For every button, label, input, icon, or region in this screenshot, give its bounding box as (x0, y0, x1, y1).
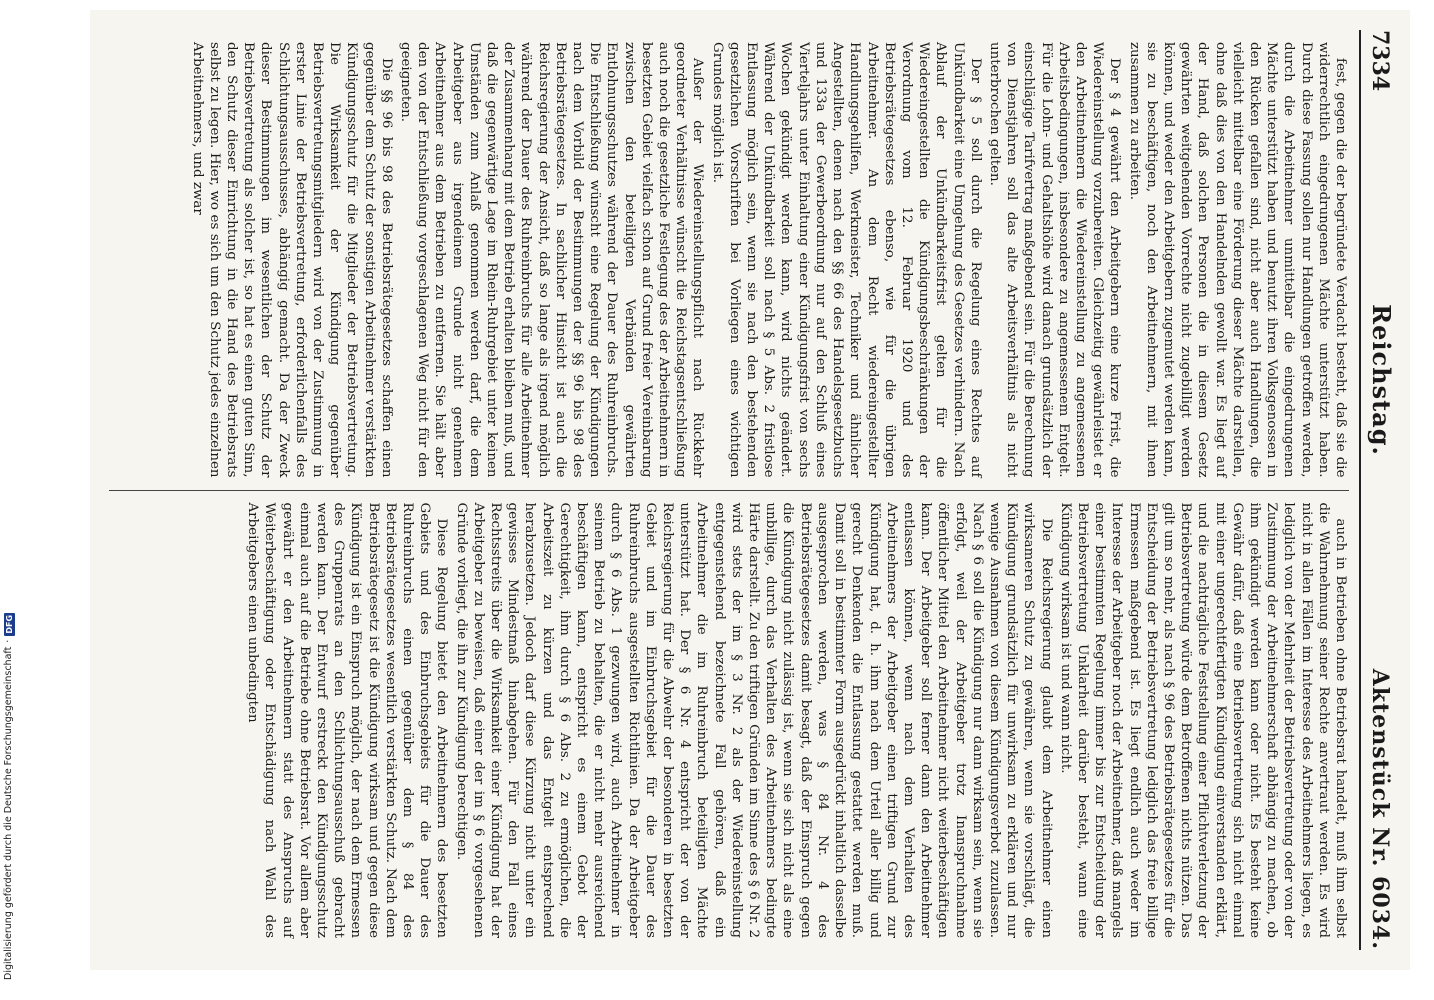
page-content (90, 10, 1410, 970)
paragraph: Der § 5 soll durch die Regelung eines Rechtes auf Unkündbarkeit eine Umgehung des Gesetzes verhindern. Nach Ablauf der Unkündbarkeitsfrist gelten für die Wiedereingestellten die Kündigungsbeschränkungen der Verordnung vom 12. Februar 1920 und des Betriebsrätegesetzes ebenso, wie für die übrigen Arbeitnehmer. An dem Recht wiedereingestellter Handlungsgehilfen, Werkmeister, Techniker und ähnlicher Angestellten, denen nach den §§ 66 des Handelsgesetzbuchs und 133a der Gewerbeordnung nur auf den Schluß eines Vierteljahrs unter Einhaltung einer Kündigungsfrist von sechs Wochen gekündigt werden kann, wird nichts geändert. Während der Unkündbarkeit soll nach § 5 Abs. 2 fristlose Entlassung möglich sein, wenn sie nach den bestehenden gesetzlichen Vorschriften bei Vorliegen eines wichtigen Grundes möglich ist. (709, 42, 983, 478)
page-title: Reichstag. (1367, 304, 1396, 456)
credit-text: Digitalisierung gefördert durch die Deutsche Forschungsgemeinschaft (3, 646, 14, 980)
dfg-logo: DFG (4, 614, 14, 634)
text-columns (109, 30, 1349, 950)
paragraph: Die §§ 96 bis 98 des Betriebsrätegesetzes schaffen einen gegenüber dem Schutz der sonstigen Arbeitnehmer verstärkten Kündigungsschutz für die Mitglieder der Betriebsvertretung. Die Wirksamkeit der Kündigung gegenüber Betriebsvertretungsmitgliedern wird von der Zustimmung in erster Linie der Betriebsvertretung, erforderlichenfalls des Schlichtungsausschusses, abhängig gemacht. Da der Zweck dieser Bestimmungen im wesentlichen der Schutz der Betriebsvertretung als solcher ist, so hat es einen guten Sinn, den Schutz dieser Einrichtung in die Hand des Betriebsrats selbst zu legen. Hier, wo es sich um den Schutz jedes einzelnen Arbeitnehmers, und zwar (189, 42, 394, 478)
paragraph: Diese Regelung bietet den Arbeitnehmern des besetzten Gebiets und des Einbruchsgebiets für die Dauer des Ruhreinbruchs einen gegenüber dem § 84 des Betriebsrätegesetzes wesentlich verstärkten Schutz. Nach dem Betriebsrätegesetz ist die Kündigung wirksam und gegen diese Kündigung ist ein Einspruch möglich, der nach dem Ermessen des Gruppenrats an den Schlichtungsausschuß gebracht werden kann. Der Entwurf erstreckt den Kündigungsschutz einmal auch auf die Betriebe ohne Betriebsrat. Vor allem aber gewährt er den Arbeitnehmern statt des Anspruchs auf Weiterbeschäftigung oder Entschädigung nach Wahl des Arbeitgebers einen unbedingten (245, 502, 450, 938)
page-header (1359, 30, 1396, 950)
paragraph: auch in Betrieben ohne Betriebsrat handelt, muß ihm selbst die Wahrnehmung seiner Rechte anvertraut werden. Es wird nicht in allen Fällen im Interesse des Arbeitnehmers liegen, es lediglich von der Mehrheit der Betriebsvertretung oder von der Zustimmung der Arbeitnehmerschaft abhängig zu machen, ob ihm gekündigt werden kann oder nicht. Es besteht keine Gewähr dafür, daß eine Betriebsvertretung sich nicht einmal mit einer ungerechtfertigten Kündigung einverstanden erklärt, und die nachträgliche Feststellung einer Pflichtverletzung der Betriebsvertretung würde dem Betroffenen nichts nützen. Das gilt um so mehr, als nach § 96 des Betriebsrätegesetzes für die Entscheidung der Betriebsvertretung lediglich das freie billige Ermessen maßgebend ist. Es liegt endlich auch weder im Interesse der Arbeitgeber noch der Arbeitnehmer, daß mangels einer bestimmten Regelung immer bis zur Entscheidung der Betriebsvertretung Unklarheit darüber besteht, wann eine Kündigung wirksam ist und wann nicht. (1057, 502, 1348, 938)
right-column (109, 490, 1349, 951)
paragraph: Der § 4 gewährt den Arbeitgebern eine kurze Frist, die Wiedereinstellung vorzubereiten. Gleichzeitig gewährleistet er den Arbeitnehmern die Wiedereinstellung zu angemessenen Arbeitsbedingungen, insbesondere zu angemessenem Entgelt. Für die Lohn- und Gehaltshöhe wird danach grundsätzlich der einschlägige Tarifvertrag maßgebend sein. Für die Berechnung von Dienstjahren soll das alte Arbeitsverhältnis als nicht unterbrochen gelten. (986, 42, 1123, 478)
scanned-page (90, 10, 1410, 970)
document-number: Aktenstück Nr. 6034. (1367, 668, 1393, 950)
paragraph: fest, gegen die der begründete Verdacht besteht, daß sie die widerrechtlich eingedrungenen Mächte unterstützt haben. Durch diese Fassung sollen nur Handlungen getroffen werden, durch die Arbeitnehmer unmittelbar die eingedrungenen Mächte unterstützt haben und benutzt ihren Volksgenossen in den Rücken gefallen sind, nicht aber auch Handlungen, die vielleicht mittelbar eine Förderung dieser Mächte darstellen, ohne daß dies von den Handelnden gewollt war. Es liegt auf der Hand, daß solchen Personen die in diesem Gesetz gewährten weitgehenden Vorrechte nicht zugebilligt werden können, und weder den Arbeitgebern zugemutet werden kann, sie zu beschäftigen, noch den Arbeitnehmern, mit ihnen zusammen zu arbeiten. (1126, 42, 1348, 478)
paragraph: Außer der Wiedereinstellungspflicht nach Rückkehr geordneter Verhältnisse wünscht die Reichstagsentschließung auch noch die gesetzliche Festlegung des der Arbeitnehmern in besetzten Gebiet vielfach schon auf Grund freier Vereinbarung zwischen den beteiligten Verbänden gewährten Entlohnungsschutzes während der Dauer des Ruhreinbruchs. Die Entschließung wünscht eine Regelung der Kündigungen nach dem Vorbild der Bestimmungen der §§ 96 bis 98 des Betriebsrätegesetzes. In sachlicher Hinsicht ist auch die Reichsregierung der Ansicht, daß so lange als irgend möglich während der Dauer des Ruhreinbruchs für alle Arbeitnehmer der Zusammenhang mit dem Betrieb erhalten bleiben muß, und daß die gegenwärtige Lage im Rhein-Ruhrgebiet unter keinen Umständen zum Anlaß genommen werden darf, die dem Arbeitgeber aus irgendeinem Grunde nicht genehmen Arbeitnehmer aus dem Betrieben zu entfernen. Sie hält aber den von der Entschließung vorgeschlagenen Weg nicht für den geeigneten. (398, 42, 706, 478)
paragraph: Die Reichsregierung glaubt dem Arbeitnehmer einen wirksameren Schutz zu gewähren, wenn sie vorschlägt, die Kündigung grundsätzlich für unwirksam zu erklären und nur wenige Ausnahmen von diesem Kündigungsverbot zuzulassen. Nach § 6 soll die Kündigung nur dann wirksam sein, wenn sie erfolgt, weil der Arbeitgeber trotz Inanspruchnahme öffentlicher Mittel den Arbeitnehmer nicht weiterbeschäftigen kann. Der Arbeitgeber soll ferner dann den Arbeitnehmer entlassen können, wenn nach dem Verhalten des Arbeitnehmers der Arbeitgeber einen triftigen Grund zur Kündigung hat, d. h. ihm nach dem Urteil aller billig und gerecht Denkenden die Entlassung gestattet werden muß. Damit soll in bestimmter Form ausgedrückt inhaltlich dasselbe ausgesprochen werden, was § 84 Nr. 4 des Betriebsrätegesetzes damit besagt, daß der Einspruch gegen die Kündigung nicht zulässig ist, wenn sie sich nicht als eine unbillige, durch das Verhalten des Arbeitnehmers bedingte Härte darstellt. Zu den triftigen Gründen im Sinne des § 6 Nr. 2 wird stets der im § 3 Nr. 2 als der Wiedereinstellung entgegenstehend bezeichnete Fall gehören, daß ein Arbeitnehmer die im Ruhreinbruch beteiligten Mächte unterstützt hat. Der § 6 Nr. 4 entspricht der von der Reichsregierung für die Abwehr der besonderen in besetzten Gebiet und im Einbruchsgebiet für die Dauer des Ruhreinbruchs ausgestellten Richtlinien. Da der Arbeitgeber durch § 6 Abs. 1 gezwungen wird, auch Arbeitnehmer in seinem Betrieb zu behalten, die er nicht mehr ausreichend beschäftigen kann, entspricht es einem Gebot der Gerechtigkeit, ihm durch § 6 Abs. 2 zu ermöglichen, die Arbeitszeit zu kürzen und das Entgelt entsprechend herabzusetzen. Jedoch darf diese Kürzung nicht unter ein gewisses Mindestmaß hinabgehen. Für den Fall eines Rechtsstreits über die Wirksamkeit einer Kündigung hat der Arbeitgeber zu beweisen, daß einer der im § 6 vorgesehenen Gründe vorliegt, die ihn zur Kündigung berechtigen. (453, 502, 1054, 938)
left-column (109, 30, 1349, 490)
page-number: 7334 (1367, 30, 1393, 92)
digitization-credit: Digitalisierung gefördert durch die Deutsche Forschungsgemeinschaft · DFG (3, 614, 14, 980)
